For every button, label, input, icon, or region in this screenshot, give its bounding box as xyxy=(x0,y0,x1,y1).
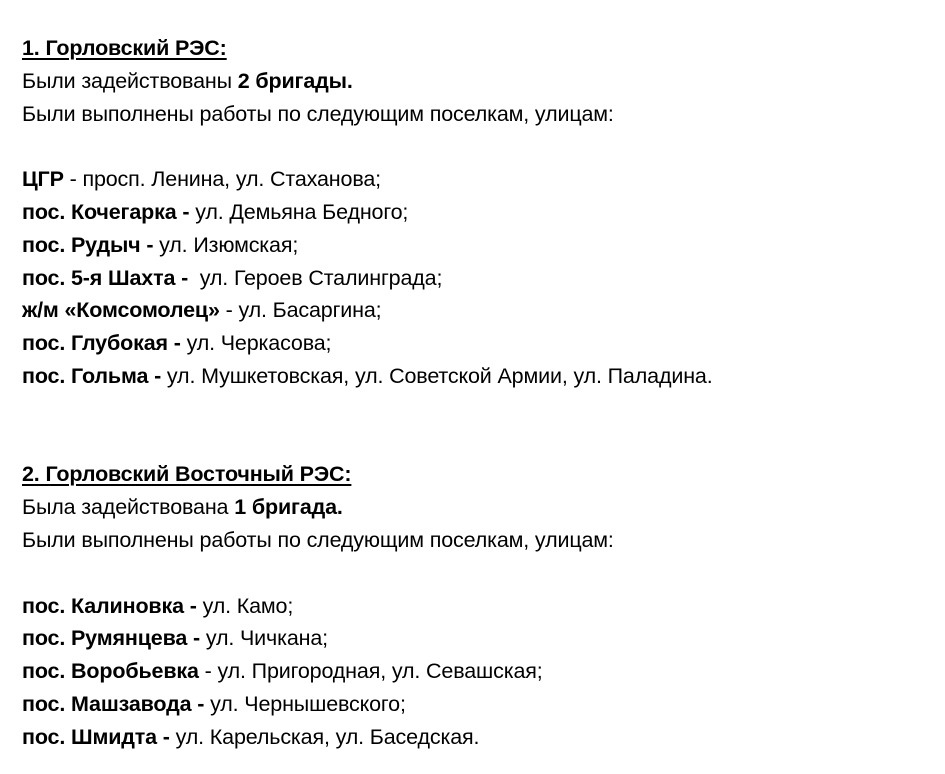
spacer xyxy=(22,557,941,590)
street-list: ул. Изюмская; xyxy=(153,232,299,257)
list-item xyxy=(22,688,941,721)
street-list: - ул. Пригородная, ул. Севашская; xyxy=(198,659,543,684)
section-gorlovsky-vostochny-res xyxy=(22,458,941,753)
works-intro: Были выполнены работы по следующим поселкам, улицам: xyxy=(22,101,614,126)
list-item xyxy=(22,721,941,754)
place-name: пос. Глубокая - xyxy=(22,331,181,356)
list-item xyxy=(22,229,941,262)
brigades-count: 2 бригады. xyxy=(237,68,353,93)
list-item xyxy=(22,590,941,623)
list-item xyxy=(22,294,941,327)
place-name: пос. Рудыч - xyxy=(22,232,154,257)
place-name: пос. Кочегарка - xyxy=(22,199,190,224)
street-list: ул. Камо; xyxy=(196,593,294,618)
list-item xyxy=(22,163,941,196)
section-spacer xyxy=(22,393,941,459)
place-name: пос. Машзавода - xyxy=(22,691,205,716)
street-list: ул. Чичкана; xyxy=(200,626,328,651)
brigades-line xyxy=(22,65,941,98)
street-list: ул. Демьяна Бедного; xyxy=(189,199,409,224)
list-item xyxy=(22,655,941,688)
street-list: - просп. Ленина, ул. Стаханова; xyxy=(63,167,381,192)
brigades-count: 1 бригада. xyxy=(234,495,343,520)
list-item xyxy=(22,196,941,229)
brigades-prefix: Была задействована xyxy=(22,495,235,520)
place-name: пос. Шмидта - xyxy=(22,724,170,749)
place-name: ж/м «Комсомолец» xyxy=(22,298,220,323)
section-heading: 2. Горловский Восточный РЭС: xyxy=(22,462,352,487)
street-list: - ул. Басаргина; xyxy=(219,298,382,323)
street-list: ул. Чернышевского; xyxy=(204,691,406,716)
street-list: ул. Героев Сталинграда; xyxy=(193,265,443,290)
place-name: пос. 5-я Шахта - xyxy=(22,265,194,290)
section-heading: 1. Горловский РЭС: xyxy=(22,36,227,60)
brigades-prefix: Были задействованы xyxy=(22,68,238,93)
spacer xyxy=(22,130,941,163)
brigades-line xyxy=(22,491,941,524)
street-list: ул. Черкасова; xyxy=(180,331,332,356)
list-item xyxy=(22,360,941,393)
place-name: пос. Воробьевка xyxy=(22,659,199,684)
place-name: пос. Гольма - xyxy=(22,363,162,388)
place-name: ЦГР xyxy=(22,167,64,192)
place-name: пос. Калиновка - xyxy=(22,593,197,618)
list-item xyxy=(22,622,941,655)
list-item xyxy=(22,262,941,295)
street-list: ул. Мушкетовская, ул. Советской Армии, ул. Паладина. xyxy=(161,363,713,388)
works-intro: Были выполнены работы по следующим поселкам, улицам: xyxy=(22,527,614,552)
section-gorlovsky-res xyxy=(22,32,941,393)
document-body xyxy=(22,32,941,754)
place-name: пос. Румянцева - xyxy=(22,626,200,651)
street-list: ул. Карельская, ул. Баседская. xyxy=(169,724,480,749)
list-item xyxy=(22,327,941,360)
